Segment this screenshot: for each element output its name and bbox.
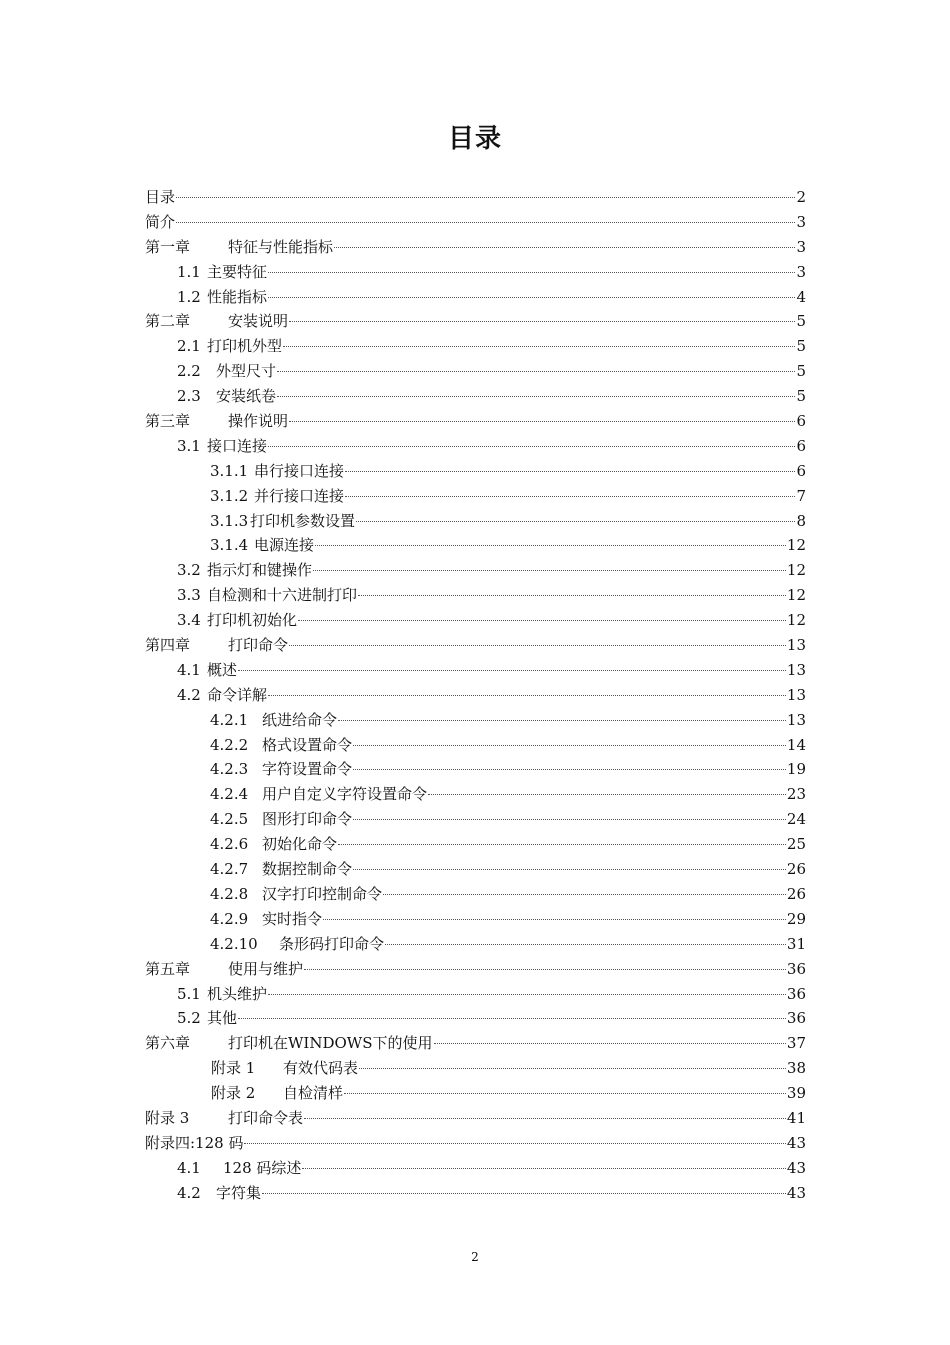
toc-entry[interactable] [145, 459, 806, 484]
toc-entry-number: 3.1.2 [210, 486, 249, 505]
toc-entry-page: 12 [786, 561, 806, 580]
toc-entry-label: 128 码综述 [223, 1158, 302, 1177]
toc-entry-label: 字符设置命令 [262, 760, 353, 779]
toc-entry-number: 5.2 [177, 1009, 201, 1028]
toc-entry-page: 7 [796, 486, 806, 505]
toc-entry-page: 3 [796, 212, 806, 231]
dot-leader [289, 321, 795, 322]
dot-leader [244, 1143, 785, 1144]
toc-entry-page: 5 [796, 312, 806, 331]
dot-leader [289, 645, 786, 646]
toc-entry[interactable] [145, 583, 806, 608]
toc-entry-number: 附录 3 [145, 1108, 190, 1127]
toc-entry[interactable] [145, 882, 806, 907]
toc-entry-page: 36 [786, 1009, 806, 1028]
toc-entry[interactable] [145, 359, 806, 384]
toc-entry-label: 串行接口连接 [254, 461, 345, 480]
toc-entry[interactable] [145, 982, 806, 1007]
dot-leader [176, 197, 795, 198]
toc-entry-page: 13 [786, 660, 806, 679]
toc-entry[interactable] [145, 384, 806, 409]
dot-leader [356, 521, 795, 522]
toc-entry[interactable] [145, 832, 806, 857]
toc-entry[interactable] [145, 260, 806, 285]
dot-leader [268, 446, 795, 447]
toc-entry-number: 4.2 [177, 685, 201, 704]
toc-entry-number: 3.3 [177, 586, 201, 605]
toc-entry[interactable] [145, 558, 806, 583]
toc-entry[interactable] [145, 807, 806, 832]
toc-entry-number: 3.1 [177, 436, 201, 455]
toc-entry[interactable] [145, 1006, 806, 1031]
toc-entry-page: 3 [796, 237, 806, 256]
toc-entry-page: 12 [786, 611, 806, 630]
dot-leader [268, 994, 786, 995]
toc-entry-label: 图形打印命令 [262, 810, 353, 829]
toc-entry[interactable] [145, 285, 806, 310]
toc-entry[interactable] [145, 683, 806, 708]
dot-leader [359, 1068, 786, 1069]
dot-leader [345, 471, 795, 472]
dot-leader [353, 745, 786, 746]
dot-leader [176, 222, 795, 223]
dot-leader [323, 919, 786, 920]
toc-entry-number: 4.2.6 [210, 835, 249, 854]
toc-entry[interactable] [145, 782, 806, 807]
toc-entry-number: 4.2.5 [210, 810, 249, 829]
toc-entry-page: 31 [786, 934, 806, 953]
toc-entry[interactable] [145, 1156, 806, 1181]
toc-entry-page: 36 [786, 959, 806, 978]
toc-entry-number: 5.1 [177, 984, 201, 1003]
toc-entry-number: 4.1 [177, 660, 201, 679]
page-title: 目录 [447, 124, 502, 154]
dot-leader [334, 247, 795, 248]
toc-entry[interactable] [145, 1081, 806, 1106]
toc-entry-label: 数据控制命令 [262, 860, 353, 879]
toc-entry-number: 4.2.2 [210, 735, 249, 754]
toc-entry-number: 3.2 [177, 561, 201, 580]
dot-leader [345, 496, 795, 497]
toc-entry[interactable] [145, 1131, 806, 1156]
toc-entry-label: 并行接口连接 [254, 486, 345, 505]
toc-entry-label: 打印命令 [228, 636, 289, 655]
toc-entry-label: 打印机参数设置 [250, 511, 356, 530]
toc-entry[interactable] [145, 409, 806, 434]
toc-entry-number: 3.1.1 [210, 461, 249, 480]
toc-entry-page: 5 [796, 387, 806, 406]
toc-entry-number: 第五章 [145, 959, 191, 978]
toc-entry-page: 6 [796, 412, 806, 431]
dot-leader [338, 844, 786, 845]
toc-entry-label: 接口连接 [207, 436, 268, 455]
dot-leader [268, 695, 786, 696]
toc-entry[interactable] [145, 533, 806, 558]
toc-entry-label: 纸进给命令 [262, 710, 338, 729]
toc-entry[interactable] [145, 907, 806, 932]
toc-entry-label: 有效代码表 [283, 1059, 359, 1078]
dot-leader [302, 1168, 786, 1169]
toc-entry[interactable] [145, 1106, 806, 1131]
toc-entry-label: 外型尺寸 [216, 362, 277, 381]
dot-leader [385, 944, 786, 945]
toc-entry[interactable] [145, 434, 806, 459]
toc-entry-number: 3.1.4 [210, 536, 249, 555]
dot-leader [338, 720, 786, 721]
toc-entry-page: 6 [796, 461, 806, 480]
toc-entry-number: 第六章 [145, 1034, 191, 1053]
toc-entry[interactable] [145, 235, 806, 260]
toc-entry-number: 4.2.4 [210, 785, 249, 804]
toc-entry-label: 性能指标 [207, 287, 268, 306]
toc-entry[interactable] [145, 957, 806, 982]
toc-entry-label: 初始化命令 [262, 835, 338, 854]
toc-entry-number: 2.1 [177, 337, 201, 356]
toc-entry[interactable] [145, 708, 806, 733]
toc-entry-label: 特征与性能指标 [228, 237, 334, 256]
toc-entry-page: 13 [786, 636, 806, 655]
toc-entry-label: 其他 [207, 1009, 238, 1028]
toc-entry-label: 目录 [145, 188, 176, 206]
toc-entry-page: 19 [786, 760, 806, 779]
toc-entry[interactable] [145, 509, 806, 534]
dot-leader [238, 670, 786, 671]
dot-leader [428, 794, 786, 795]
toc-entry-page: 5 [796, 337, 806, 356]
toc-entry-number: 4.2.9 [210, 909, 249, 928]
toc-entry-label: 安装说明 [228, 312, 289, 331]
toc-entry[interactable] [145, 932, 806, 957]
toc-entry-page: 23 [786, 785, 806, 804]
toc-entry-number: 2.3 [177, 387, 201, 406]
toc-entry-label: 机头维护 [207, 984, 268, 1003]
toc-entry[interactable] [145, 757, 806, 782]
dot-leader [313, 570, 786, 571]
toc-entry-page: 36 [786, 984, 806, 1003]
dot-leader [238, 1018, 786, 1019]
dot-leader [268, 272, 795, 273]
toc-entry-label: 打印机在WINDOWS下的使用 [228, 1034, 433, 1053]
toc-entry-number: 3.4 [177, 611, 201, 630]
toc-entry-label: 条形码打印命令 [279, 934, 385, 953]
toc-entry-number: 3.1.3 [210, 511, 249, 530]
toc-entry-page: 26 [786, 884, 806, 903]
toc-entry-page: 3 [796, 262, 806, 281]
dot-leader [289, 421, 795, 422]
dot-leader [353, 819, 786, 820]
toc-entry-page: 2 [796, 188, 806, 206]
toc-entry-page: 29 [786, 909, 806, 928]
toc-entry-page: 43 [786, 1183, 806, 1202]
toc-entry-number: 1.1 [177, 262, 201, 281]
toc-entry-number: 1.2 [177, 287, 201, 306]
toc-entry[interactable] [145, 733, 806, 758]
dot-leader [277, 371, 795, 372]
toc-entry-page: 4 [796, 287, 806, 306]
toc-entry-number: 第二章 [145, 312, 191, 331]
toc-entry-label: 主要特征 [207, 262, 268, 281]
toc-entry-page: 41 [786, 1108, 806, 1127]
toc-entry-number: 4.2.10 [210, 934, 258, 953]
dot-leader [353, 769, 786, 770]
dot-leader [353, 869, 786, 870]
toc-entry-page: 38 [786, 1059, 806, 1078]
dot-leader [298, 620, 786, 621]
toc-entry-number: 2.2 [177, 362, 201, 381]
dot-leader [304, 969, 786, 970]
toc-entry[interactable] [145, 1181, 806, 1206]
toc-entry-label: 格式设置命令 [262, 735, 353, 754]
toc-entry-label: 概述 [207, 660, 238, 679]
page-number: 2 [471, 1250, 479, 1264]
dot-leader [262, 1193, 786, 1194]
toc-entry-page: 6 [796, 436, 806, 455]
toc-entry-label: 打印命令表 [228, 1108, 304, 1127]
toc-entry-label: 自检清样 [283, 1084, 344, 1103]
dot-leader [344, 1093, 786, 1094]
toc-entry[interactable] [145, 185, 806, 210]
toc-entry[interactable] [145, 608, 806, 633]
toc-entry-number: 4.1 [177, 1158, 201, 1177]
toc-entry[interactable] [145, 484, 806, 509]
toc-entry-label: 附录四:128 码 [145, 1133, 244, 1152]
toc-entry-number: 4.2.8 [210, 884, 249, 903]
dot-leader [315, 545, 786, 546]
toc-entry-page: 5 [796, 362, 806, 381]
toc-entry-label: 打印机外型 [207, 337, 283, 356]
toc-entry-label: 实时指令 [262, 909, 323, 928]
toc-entry-number: 4.2.3 [210, 760, 249, 779]
toc-entry-page: 12 [786, 536, 806, 555]
toc-entry[interactable] [145, 857, 806, 882]
toc-entry-page: 43 [786, 1158, 806, 1177]
toc-entry-label: 自检测和十六进制打印 [207, 586, 358, 605]
toc-entry-page: 13 [786, 710, 806, 729]
toc-entry-number: 4.2.1 [210, 710, 249, 729]
toc-entry-label: 使用与维护 [228, 959, 304, 978]
toc-entry[interactable] [145, 1031, 806, 1056]
toc-entry-page: 25 [786, 835, 806, 854]
table-of-contents [145, 185, 806, 1206]
toc-entry-number: 4.2 [177, 1183, 201, 1202]
toc-entry-label: 用户自定义字符设置命令 [262, 785, 428, 804]
toc-entry-page: 8 [796, 511, 806, 530]
dot-leader [277, 396, 795, 397]
toc-entry-page: 12 [786, 586, 806, 605]
toc-entry-label: 电源连接 [254, 536, 315, 555]
toc-entry[interactable] [145, 633, 806, 658]
toc-entry-page: 37 [786, 1034, 806, 1053]
toc-entry-number: 第四章 [145, 636, 191, 655]
toc-entry-number: 附录 1 [211, 1059, 256, 1078]
toc-entry-page: 14 [786, 735, 806, 754]
toc-entry-page: 24 [786, 810, 806, 829]
toc-entry[interactable] [145, 309, 806, 334]
toc-entry-page: 43 [786, 1133, 806, 1152]
toc-entry-number: 4.2.7 [210, 860, 249, 879]
toc-entry[interactable] [145, 334, 806, 359]
toc-entry[interactable] [145, 210, 806, 235]
toc-entry-page: 39 [786, 1084, 806, 1103]
toc-entry-label: 命令详解 [207, 685, 268, 704]
toc-entry-page: 13 [786, 685, 806, 704]
toc-entry[interactable] [145, 658, 806, 683]
toc-entry-label: 安装纸卷 [216, 387, 277, 406]
toc-entry-label: 简介 [145, 212, 176, 231]
dot-leader [358, 595, 786, 596]
toc-entry-number: 第三章 [145, 412, 191, 431]
dot-leader [304, 1118, 786, 1119]
toc-entry-label: 指示灯和键操作 [207, 561, 313, 580]
toc-entry-label: 打印机初始化 [207, 611, 298, 630]
toc-entry[interactable] [145, 1056, 806, 1081]
dot-leader [434, 1043, 786, 1044]
toc-entry-page: 26 [786, 860, 806, 879]
dot-leader [268, 297, 795, 298]
toc-entry-label: 字符集 [216, 1183, 262, 1202]
dot-leader [383, 894, 786, 895]
toc-entry-number: 附录 2 [211, 1084, 256, 1103]
toc-entry-number: 第一章 [145, 237, 191, 256]
toc-entry-label: 操作说明 [228, 412, 289, 431]
toc-entry-label: 汉字打印控制命令 [262, 884, 383, 903]
dot-leader [283, 346, 795, 347]
